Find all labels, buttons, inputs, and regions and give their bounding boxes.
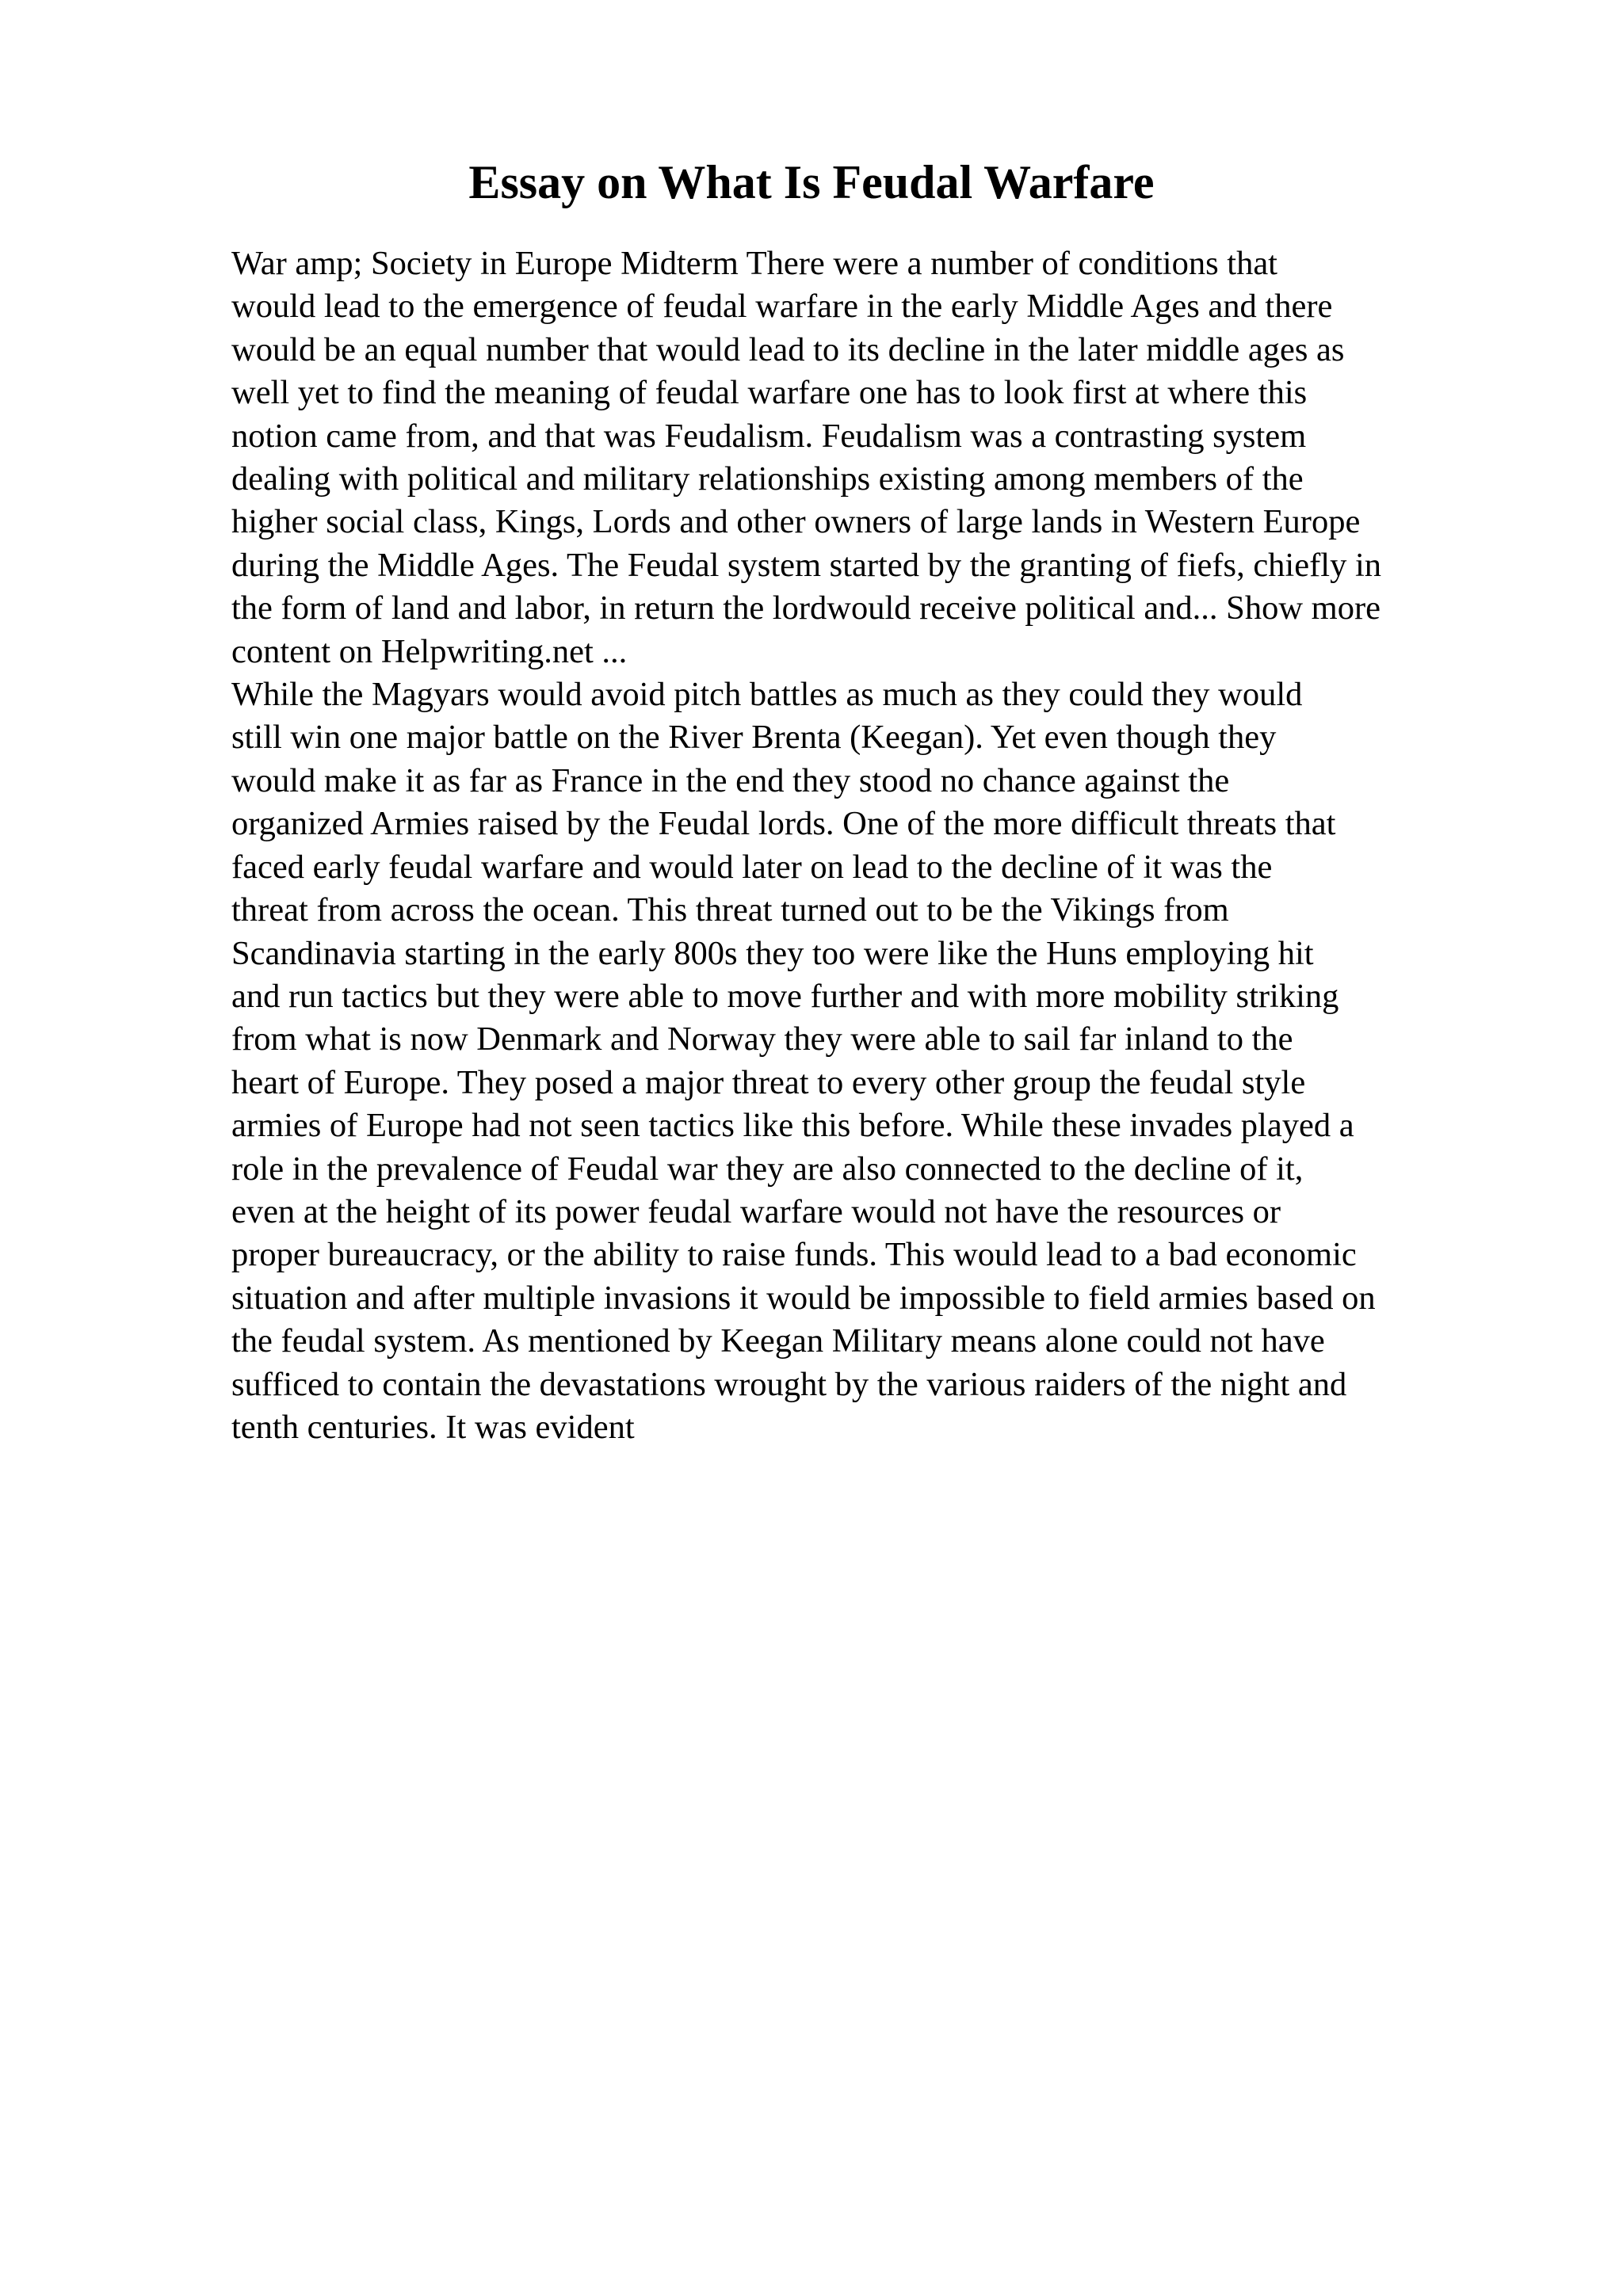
text-line: still win one major battle on the River Brenta (Keegan). Yet even though they bbox=[231, 719, 1277, 757]
text-line: proper bureaucracy, or the ability to raise funds. This would lead to a bad economic bbox=[231, 1236, 1357, 1274]
text-line: threat from across the ocean. This threat turned out to be the Vikings from bbox=[231, 891, 1229, 929]
text-line: from what is now Denmark and Norway they were able to sail far inland to the bbox=[231, 1020, 1293, 1058]
essay-body bbox=[231, 242, 1594, 1449]
text-line: even at the height of its power feudal warfare would not have the resources or bbox=[231, 1192, 1281, 1230]
text-line: higher social class, Kings, Lords and other owners of large lands in Western Europe bbox=[231, 503, 1361, 541]
text-line: tenth centuries. It was evident bbox=[231, 1408, 635, 1446]
text-line: While the Magyars would avoid pitch battles as much as they could they would bbox=[231, 676, 1303, 714]
text-line: and run tactics but they were able to move further and with more mobility striking bbox=[231, 977, 1339, 1015]
text-line: the feudal system. As mentioned by Keegan Military means alone could not have bbox=[231, 1322, 1325, 1360]
text-line: Scandinavia starting in the early 800s they too were like the Huns employing hit bbox=[231, 934, 1314, 972]
text-line: situation and after multiple invasions it would be impossible to field armies based on bbox=[231, 1279, 1376, 1317]
text-line: would make it as far as France in the end they stood no chance against the bbox=[231, 761, 1230, 799]
page-title: Essay on What Is Feudal Warfare bbox=[468, 156, 1155, 208]
text-line: sufficed to contain the devastations wrought by the various raiders of the night and bbox=[231, 1365, 1347, 1403]
text-line: armies of Europe had not seen tactics like this before. While these invades played a bbox=[231, 1107, 1354, 1145]
text-line: well yet to find the meaning of feudal warfare one has to look first at where this bbox=[231, 374, 1308, 412]
text-line: War amp; Society in Europe Midterm There were a number of conditions that bbox=[231, 245, 1277, 282]
text-line: would lead to the emergence of feudal warfare in the early Middle Ages and there bbox=[231, 288, 1333, 326]
text-line: organized Armies raised by the Feudal lords. One of the more difficult threats that bbox=[231, 805, 1336, 843]
text-line: during the Middle Ages. The Feudal system started by the granting of fiefs, chiefly in bbox=[231, 546, 1381, 584]
text-line: heart of Europe. They posed a major threat to every other group the feudal style bbox=[231, 1063, 1306, 1101]
text-line: dealing with political and military relationships existing among members of the bbox=[231, 460, 1304, 498]
text-line: faced early feudal warfare and would later on lead to the decline of it was the bbox=[231, 848, 1273, 886]
text-line: notion came from, and that was Feudalism. Feudalism was a contrasting system bbox=[231, 417, 1307, 455]
text-line: would be an equal number that would lead to its decline in the later middle ages as bbox=[231, 330, 1345, 368]
text-line: the form of land and labor, in return the lordwould receive political and... Show more bbox=[231, 589, 1381, 627]
text-line: role in the prevalence of Feudal war they are also connected to the decline of it, bbox=[231, 1150, 1304, 1188]
text-line: content on Helpwriting.net ... bbox=[231, 632, 628, 670]
